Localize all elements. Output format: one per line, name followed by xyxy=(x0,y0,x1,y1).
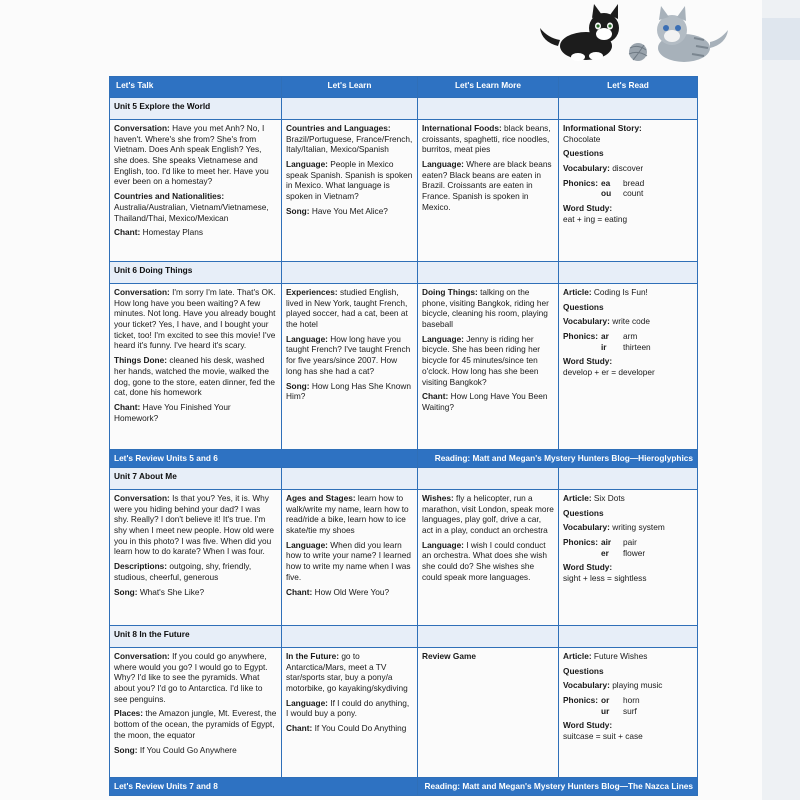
phonics-line xyxy=(563,706,693,717)
questions-label: Questions xyxy=(563,665,604,676)
vocabulary-text: writing system xyxy=(609,522,665,533)
learn-cell xyxy=(282,120,418,262)
entry-label: Descriptions: xyxy=(114,561,168,572)
entry-text: Homestay Plans xyxy=(140,227,203,238)
talk-cell xyxy=(110,284,282,450)
phonics-line xyxy=(563,537,693,548)
phonics-line xyxy=(563,695,693,706)
adjacent-page-header xyxy=(762,18,800,60)
phonics-sound: ea xyxy=(601,177,611,188)
unit-content-row xyxy=(110,490,698,626)
entry-text: I'm sorry I'm late. That's OK. How long have you been waiting? A few minutes. Not long. Have you already bought your ticket? Yes, I have, and I bought your ticket, too! I'm excited to see this movie! I've heard it's funny. I've heard it's scary. xyxy=(114,287,276,351)
phonics-word: pair xyxy=(623,537,637,548)
entry-text: How long have you taught French? I've taught French for five years/since 2007. How long has she had a cat? xyxy=(286,333,411,376)
yarn-ball-icon xyxy=(629,43,647,61)
learn-more-cell xyxy=(418,490,559,626)
phonics-line xyxy=(563,331,693,342)
talk-cell xyxy=(110,120,282,262)
review-row xyxy=(110,778,698,796)
word-study-text: sight + less = sightless xyxy=(563,573,647,584)
entry-label: Countries and Languages: xyxy=(286,123,391,133)
phonics-word: surf xyxy=(623,705,637,716)
review-reading-label: Reading: Matt and Megan's Mystery Hunters Blog—Hieroglyphics xyxy=(418,450,698,468)
phonics-label: Phonics: xyxy=(563,537,599,548)
entry-label: Chant: xyxy=(286,586,313,597)
grey-cat-icon xyxy=(657,6,728,62)
entry-text: How Long Has She Known Him? xyxy=(286,380,411,402)
entry-label: Chant: xyxy=(422,391,449,402)
phonics-word: horn xyxy=(623,695,640,706)
entry-text: fly a helicopter, run a marathon, visit London, speak more languages, play golf, drive a car, act in a play, conduct an orchestra xyxy=(422,493,554,536)
entry-label: Conversation: xyxy=(114,287,170,297)
read-title: Coding Is Fun! xyxy=(591,287,648,297)
entry-text: Have you met Anh? No, I haven't. Where's she from? She's from Vietnam. Does Anh speak English? Yes, she does. She speaks Vietnamese and English, too. I'd like to meet her. Have you ever been on a homestay? xyxy=(114,123,269,187)
entry-text: If you could go anywhere, where would you go? I would go to Egypt. Why? I'd like to see the pyramids. What about you? I'd go to Antarctica. I'd like to see penguins. xyxy=(114,651,268,704)
talk-cell xyxy=(110,490,282,626)
entry-label: Language: xyxy=(422,539,464,550)
read-title-label: Article: xyxy=(563,287,592,297)
vocabulary-label: Vocabulary: xyxy=(563,316,610,327)
column-header-learn-more: Let's Learn More xyxy=(418,77,559,98)
unit-row-filler xyxy=(559,468,698,490)
read-title-label: Article: xyxy=(563,493,592,503)
unit-content-row xyxy=(110,120,698,262)
entry-label: Song: xyxy=(286,205,310,216)
read-title: Six Dots xyxy=(591,493,625,503)
unit-title-row xyxy=(110,98,698,120)
entry-label: Language: xyxy=(422,159,464,170)
read-cell xyxy=(559,284,698,450)
phonics-word: flower xyxy=(623,547,646,558)
phonics-line xyxy=(563,548,693,559)
unit-content-row xyxy=(110,648,698,778)
cat-illustration-icon xyxy=(534,4,734,66)
entry-label: Ages and Stages: xyxy=(286,493,356,503)
entry-text: People in Mexico speak Spanish. Spanish is spoken in Mexico. What language is spoken in Vietnam? xyxy=(286,159,413,202)
entry-text: Have You Met Alice? xyxy=(309,205,388,216)
phonics-spacer xyxy=(563,188,601,199)
word-study-text: eat + ing = eating xyxy=(563,213,628,224)
phonics-spacer xyxy=(563,706,601,717)
phonics-line xyxy=(563,188,693,199)
unit-row-filler xyxy=(418,626,559,648)
phonics-sound: er xyxy=(601,547,609,558)
entry-label: Experiences: xyxy=(286,287,338,297)
unit-title-row xyxy=(110,468,698,490)
read-title-label: Article: xyxy=(563,651,592,661)
unit-title: Unit 6 Doing Things xyxy=(110,262,282,284)
phonics-line xyxy=(563,178,693,189)
entry-text: If You Could Do Anything xyxy=(312,723,407,734)
review-units-label: Let's Review Units 7 and 8 xyxy=(110,778,418,796)
column-header-read: Let's Read xyxy=(559,77,698,98)
entry-text: black beans, croissants, spaghetti, rice noodles, burritos, meat pies xyxy=(422,123,551,155)
review-units-label: Let's Review Units 5 and 6 xyxy=(110,450,418,468)
unit-row-filler xyxy=(282,626,418,648)
learn-cell xyxy=(282,490,418,626)
phonics-word: arm xyxy=(623,331,638,342)
entry-text: When did you learn how to write your name? I learned how to write my name when I was five. xyxy=(286,539,411,582)
column-header-learn: Let's Learn xyxy=(282,77,418,98)
entry-text: Jenny is riding her bicycle. She has been riding her bicycle for 45 minutes/since ten o'clock. How long has she been visiting Bangkok? xyxy=(422,333,541,387)
unit-row-filler xyxy=(559,98,698,120)
learn-more-cell xyxy=(418,120,559,262)
entry-text: outgoing, shy, friendly, studious, cheerful, generous xyxy=(114,561,252,582)
vocabulary-text: discover xyxy=(609,163,644,174)
entry-label: Language: xyxy=(286,539,328,550)
read-title: Chocolate xyxy=(563,133,601,144)
unit-row-filler xyxy=(418,468,559,490)
entry-text: Have You Finished Your Homework? xyxy=(114,401,231,423)
questions-label: Questions xyxy=(563,148,604,159)
black-cat-icon xyxy=(540,4,619,61)
phonics-sound: ir xyxy=(601,341,607,352)
entry-text: Brazil/Portuguese, France/French, Italy/Italian, Mexico/Spanish xyxy=(286,133,413,155)
read-cell xyxy=(559,120,698,262)
entry-label: Conversation: xyxy=(114,123,170,133)
learn-more-cell xyxy=(418,648,559,778)
phonics-word: bread xyxy=(623,177,645,188)
entry-text: I wish I could conduct an orchestra. What does she wish she could do? She wishes she could speak more languages. xyxy=(422,539,547,582)
word-study-label: Word Study: xyxy=(563,356,613,367)
entry-text: studied English, lived in New York, taught French, played soccer, had a cat, been at the hotel xyxy=(286,287,408,330)
entry-text: cleaned his desk, washed her hands, watched the movie, walked the dog, gone to the store, eaten dinner, fed the cat, done his homework xyxy=(114,355,275,398)
entry-label: Song: xyxy=(114,744,138,755)
entry-label: Conversation: xyxy=(114,493,170,503)
entry-text: If You Could Go Anywhere xyxy=(137,744,237,755)
entry-label: Things Done: xyxy=(114,355,168,366)
phonics-sound: ou xyxy=(601,188,612,199)
read-title: Future Wishes xyxy=(591,651,648,661)
entry-label: Doing Things: xyxy=(422,287,478,297)
word-study-text: suitcase = suit + case xyxy=(563,731,643,742)
entry-label: Chant: xyxy=(114,401,141,412)
learn-cell xyxy=(282,648,418,778)
vocabulary-label: Vocabulary: xyxy=(563,680,610,691)
phonics-label: Phonics: xyxy=(563,331,599,342)
phonics-word: thirteen xyxy=(623,341,651,352)
unit-row-filler xyxy=(282,468,418,490)
entry-label: Countries and Nationalities: xyxy=(114,191,225,202)
unit-row-filler xyxy=(418,262,559,284)
entry-text: learn how to walk/write my name, learn how to read/ride a bike, learn how to ice skate/tie my shoes xyxy=(286,493,409,536)
word-study-text: develop + er = developer xyxy=(563,367,655,378)
entry-label: Wishes: xyxy=(422,493,454,503)
phonics-spacer xyxy=(563,342,601,353)
vocabulary-label: Vocabulary: xyxy=(563,163,610,174)
review-reading-label: Reading: Matt and Megan's Mystery Hunters Blog—The Nazca Lines xyxy=(418,778,698,796)
unit-title-row xyxy=(110,626,698,648)
entry-label: Language: xyxy=(422,333,464,344)
phonics-spacer xyxy=(563,548,601,559)
vocabulary-label: Vocabulary: xyxy=(563,522,610,533)
entry-label: Chant: xyxy=(114,227,141,238)
entry-text: How Long Have You Been Waiting? xyxy=(422,391,548,412)
column-header-talk: Let's Talk xyxy=(110,77,282,98)
entry-label: Chant: xyxy=(286,723,313,734)
unit-row-filler xyxy=(282,262,418,284)
talk-cell xyxy=(110,648,282,778)
unit-title: Unit 7 About Me xyxy=(110,468,282,490)
word-study-label: Word Study: xyxy=(563,562,613,573)
unit-title: Unit 5 Explore the World xyxy=(110,98,282,120)
phonics-line xyxy=(563,342,693,353)
vocabulary-text: playing music xyxy=(609,680,663,691)
phonics-sound: ar xyxy=(601,331,609,342)
entry-label: Review Game xyxy=(422,651,476,661)
entry-text: talking on the phone, visiting Bangkok, riding her bicycle, cleaning his room, playing baseball xyxy=(422,287,549,330)
unit-title-row xyxy=(110,262,698,284)
learn-cell xyxy=(282,284,418,450)
entry-text: If I could do anything, I would buy a pony. xyxy=(286,697,410,719)
entry-text: Is that you? Yes, it is. Why were you hiding behind your dad? I was shy. Really? I don't believe it! It's true. I'm shy when I meet new people. How old were you in this photo? I was five. When did you learn how to do karate? When I was four. xyxy=(114,493,275,557)
learn-more-cell xyxy=(418,284,559,450)
entry-label: Language: xyxy=(286,333,328,344)
entry-label: Song: xyxy=(286,380,310,391)
entry-label: In the Future: xyxy=(286,651,340,661)
unit-row-filler xyxy=(559,626,698,648)
phonics-sound: or xyxy=(601,695,610,706)
phonics-label: Phonics: xyxy=(563,695,599,706)
unit-content-row xyxy=(110,284,698,450)
adjacent-page-edge xyxy=(762,0,800,800)
unit-title: Unit 8 In the Future xyxy=(110,626,282,648)
entry-label: Places: xyxy=(114,708,144,719)
entry-label: Language: xyxy=(286,159,328,170)
word-study-label: Word Study: xyxy=(563,203,613,214)
read-cell xyxy=(559,648,698,778)
questions-label: Questions xyxy=(563,301,604,312)
entry-text: Australia/Australian, Vietnam/Vietnamese, Thailand/Thai, Mexico/Mexican xyxy=(114,201,269,223)
entry-text: go to Antarctica/Mars, meet a TV star/sports star, buy a pony/a motorbike, go kayaking/skydiving xyxy=(286,651,408,694)
read-cell xyxy=(559,490,698,626)
phonics-sound: air xyxy=(601,537,612,548)
entry-label: International Foods: xyxy=(422,123,502,133)
unit-row-filler xyxy=(282,98,418,120)
questions-label: Questions xyxy=(563,507,604,518)
word-study-label: Word Study: xyxy=(563,720,613,731)
vocabulary-text: write code xyxy=(609,316,651,327)
phonics-label: Phonics: xyxy=(563,177,599,188)
read-title-label: Informational Story: xyxy=(563,123,642,133)
scope-and-sequence-table xyxy=(109,76,698,796)
entry-text: Where are black beans eaten? Black beans are eaten in Brazil. Croissants are eaten in France. Spanish is spoken in Mexico. xyxy=(422,159,552,212)
entry-text: How Old Were You? xyxy=(312,586,390,597)
review-row xyxy=(110,450,698,468)
entry-label: Language: xyxy=(286,697,328,708)
entry-label: Song: xyxy=(114,586,138,597)
entry-text: What's She Like? xyxy=(137,586,205,597)
column-header-row xyxy=(110,77,698,98)
unit-row-filler xyxy=(559,262,698,284)
phonics-word: count xyxy=(623,188,644,199)
entry-label: Conversation: xyxy=(114,651,170,661)
unit-row-filler xyxy=(418,98,559,120)
entry-text: the Amazon jungle, Mt. Everest, the bottom of the ocean, the pyramids of Egypt, the moon, the equator xyxy=(114,708,277,740)
phonics-sound: ur xyxy=(601,705,610,716)
